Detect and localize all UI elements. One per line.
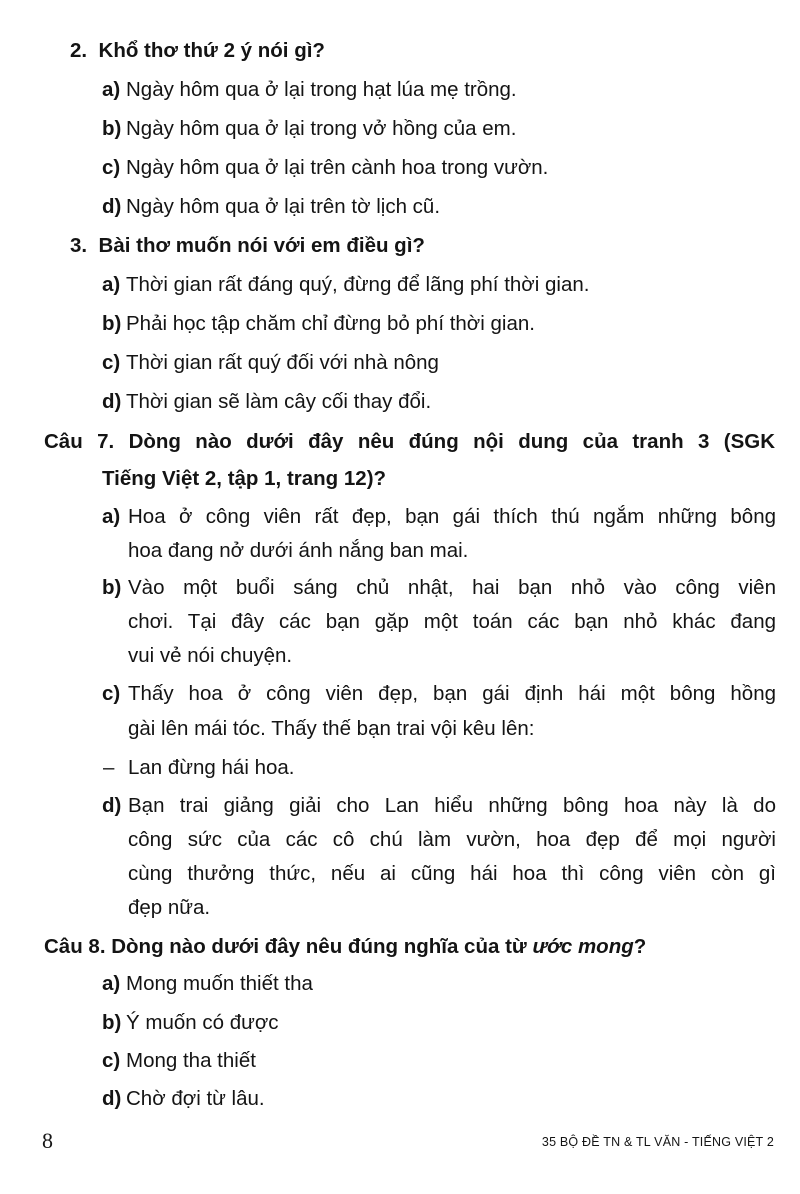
cau-7-heading-line1: Câu 7. Dòng nào dưới đây nêu đúng nội dung của tranh 3 (SGK [44,430,775,453]
cau7-option-b-line3: vui vẻ nói chuyện. [128,644,293,667]
question-2-heading [70,33,325,69]
cau-7-heading-line2: Tiếng Việt 2, tập 1, trang 12)? [102,467,387,490]
question-title: Khổ thơ thứ 2 ý nói gì? [98,39,325,62]
q2-option-b: b) Ngày hôm qua ở lại trong vở hồng của em. [102,117,517,140]
q2-option-d: d) Ngày hôm qua ở lại trên tờ lịch cũ. [102,195,441,218]
cau7-option-c: c) [102,682,121,705]
cau7-option-a-line2: hoa đang nở dưới ánh nắng ban mai. [128,539,469,562]
question-title: Bài thơ muốn nói với em điều gì? [98,234,425,257]
question-3-heading [70,228,425,264]
q2-option-c: c) Ngày hôm qua ở lại trên cành hoa trong vườn. [102,156,549,179]
cau7-option-a-line1: Hoa ở công viên rất đẹp, bạn gái thích thú ngắm những bông [128,505,776,528]
q3-option-d: d) Thời gian sẽ làm cây cối thay đổi. [102,390,432,413]
cau7-option-d-line3: cùng thưởng thức, nếu ai cũng hái hoa thì công viên còn gì [128,862,776,885]
dialogue-line: Lan đừng hái hoa. [128,756,295,779]
cau8-option-c: c) Mong tha thiết [102,1049,256,1072]
cau8-option-a: a) Mong muốn thiết tha [102,972,313,995]
q2-option-a: a) Ngày hôm qua ở lại trong hạt lúa mẹ trồng. [102,78,517,101]
dialogue-dash: – [103,756,115,779]
cau7-option-a: a) [102,505,121,528]
cau8-option-d: d) Chờ đợi từ lâu. [102,1087,265,1110]
cau7-option-d-line4: đẹp nữa. [128,896,211,919]
page-number: 8 [42,1128,53,1153]
cau7-option-b-line2: chơi. Tại đây các bạn gặp một toán các bạn nhỏ khác đang [128,610,776,633]
cau-8-heading: Câu 8. Dòng nào dưới đây nêu đúng nghĩa của từ ước mong? [44,935,647,958]
q3-option-c: c) Thời gian rất quý đối với nhà nông [102,351,439,374]
cau7-option-d-line1: Bạn trai giảng giải cho Lan hiểu những bông hoa này là do [128,794,776,817]
question-number: 2. [70,39,88,62]
cau7-option-c-line2: gài lên mái tóc. Thấy thế bạn trai vội kêu lên: [128,717,535,740]
q3-option-b: b) Phải học tập chăm chỉ đừng bỏ phí thời gian. [102,312,535,335]
question-number: 3. [70,234,88,257]
cau7-option-d: d) [102,794,122,817]
cau7-option-c-line1: Thấy hoa ở công viên đẹp, bạn gái định hái một bông hồng [128,682,776,705]
book-title-footer: 35 BỘ ĐỀ TN & TL VĂN - TIẾNG VIỆT 2 [541,1135,774,1149]
term-uoc-mong: ước mong [532,935,634,958]
cau8-option-b: b) Ý muốn có được [102,1011,279,1034]
cau7-option-b: b) [102,576,122,599]
q3-option-a: a) Thời gian rất đáng quý, đừng để lãng phí thời gian. [102,273,590,296]
cau7-option-b-line1: Vào một buổi sáng chủ nhật, hai bạn nhỏ vào công viên [128,576,776,599]
cau7-option-d-line2: công sức của các cô chú làm vườn, hoa đẹp để mọi người [128,828,776,851]
